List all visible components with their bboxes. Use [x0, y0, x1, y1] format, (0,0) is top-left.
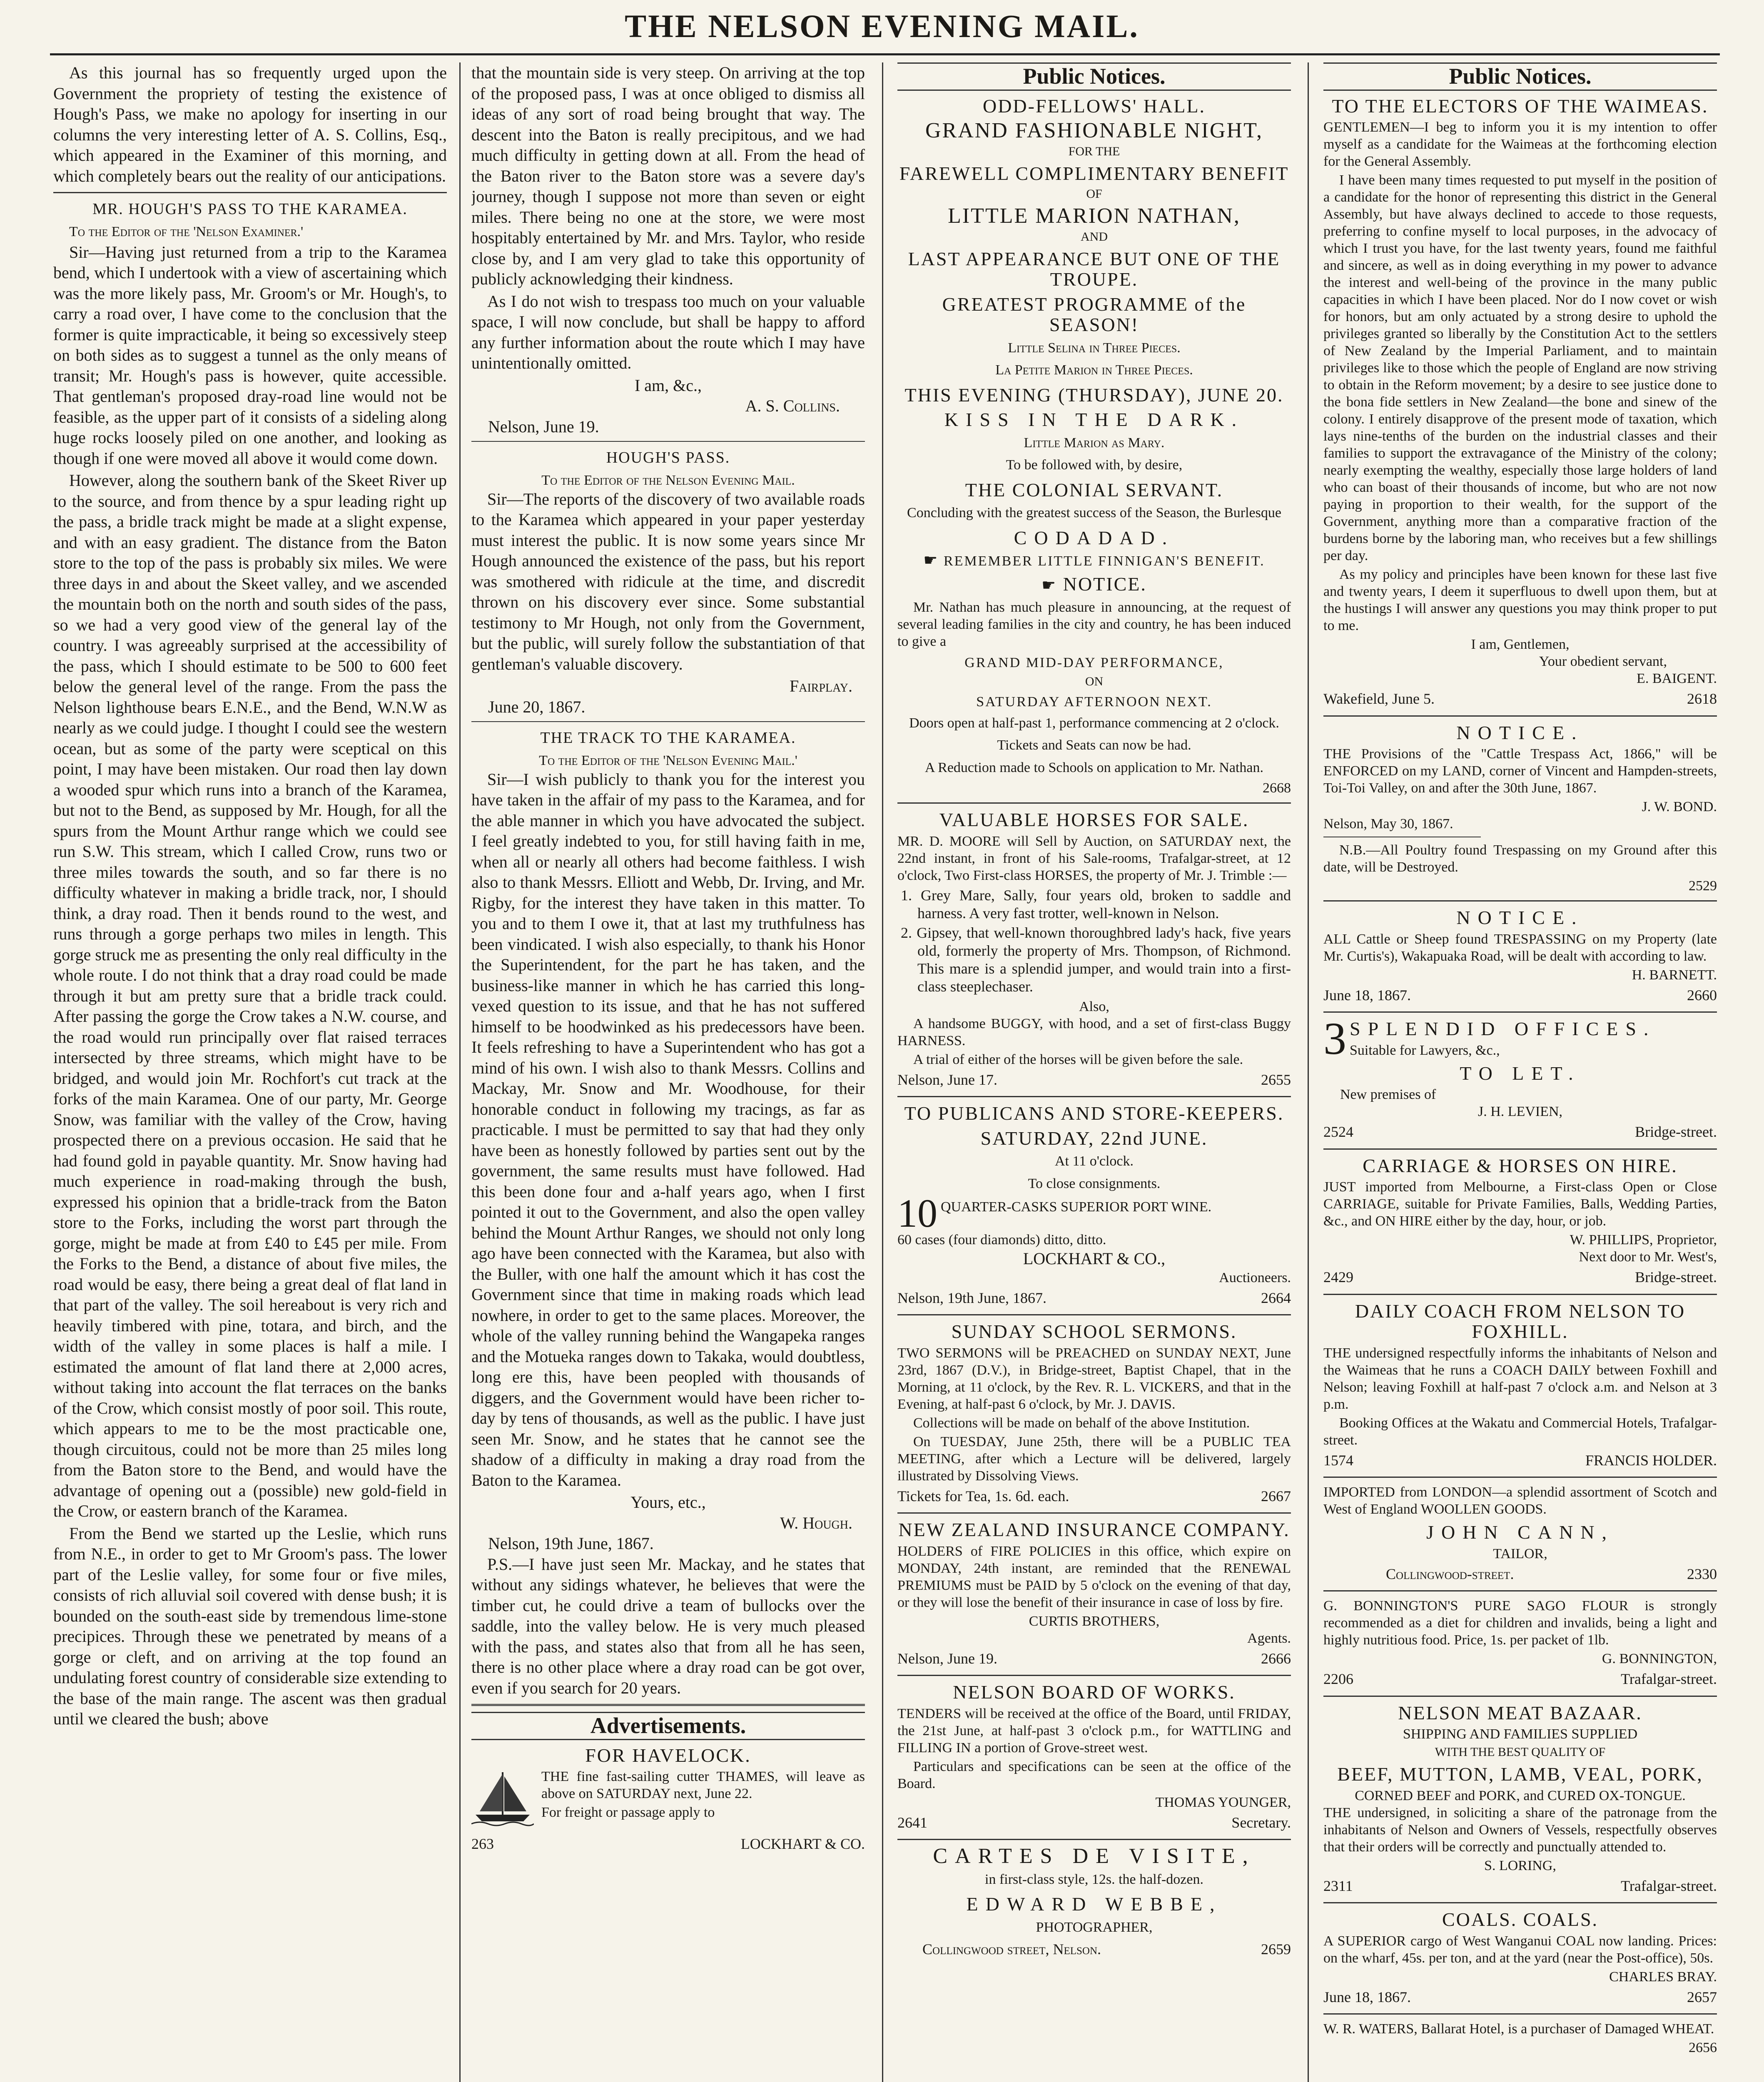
ad-title: NEW ZEALAND INSURANCE COMPANY. — [898, 1519, 1290, 1540]
divider — [897, 1675, 1291, 1676]
ad-name: G. BONNINGTON, — [1602, 1651, 1717, 1666]
ad-line: THIS EVENING (THURSDAY), JUNE 20. — [904, 384, 1284, 406]
ad-body: N.B.—All Poultry found Trespassing on my Ground after this date, will be Destroyed. — [1323, 842, 1717, 875]
list-item: 1. Grey Mare, Sally, four years old, broken to saddle and harness. A very fast trotter, well-known in Nelson. — [901, 887, 1291, 921]
ad-line: La Petite Marion in Three Pieces. — [995, 362, 1193, 378]
ad-body: IMPORTED from LONDON—a splendid assortment of Scotch and West of England WOOLLEN GOODS. — [1323, 1484, 1717, 1517]
divider — [897, 1096, 1291, 1097]
divider — [1323, 715, 1717, 717]
ad-body: G. BONNINGTON'S PURE SAGO FLOUR is strongly recommended as a diet for children and invalids, being a light and highly nutritious food. Price, 1s. per packet of 1lb. — [1323, 1598, 1717, 1648]
ad-date: June 18, 1867. — [1323, 1988, 1411, 2005]
advertisements-header: Advertisements. — [471, 1712, 865, 1740]
ad-body: ALL Cattle or Sheep found TRESPASSING on my Property (late Mr. Curtis's), Wakapuaka Road, will be dealt with according to law. — [1323, 931, 1717, 964]
ad-address: Trafalgar-street. — [1621, 1877, 1717, 1894]
ad-address: Bridge-street. — [1635, 1123, 1717, 1140]
place-date: Nelson, June 19. — [488, 417, 599, 436]
masthead-title: THE NELSON EVENING MAIL. — [625, 8, 1139, 44]
ad-line: AND — [1081, 229, 1108, 244]
ad-body: W. R. WATERS, Ballarat Hotel, is a purchaser of Damaged WHEAT. — [1323, 2021, 1714, 2037]
ad-line: FAREWELL COMPLIMENTARY BENEFIT — [899, 162, 1289, 184]
ad-body: Particulars and specifications can be seen at the office of the Board. — [897, 1758, 1291, 1791]
ad-line: Suitable for Lawyers, &c., — [1350, 1042, 1500, 1058]
ad-title: SUNDAY SCHOOL SERMONS. — [951, 1321, 1237, 1342]
ad-title: COALS. COALS. — [1442, 1909, 1599, 1930]
ad-date: Wakefield, June 5. — [1323, 690, 1435, 707]
signature: H. BARNETT. — [1632, 967, 1717, 983]
letter-title: THE TRACK TO THE KARAMEA. — [540, 729, 796, 747]
letter-paragraph: However, along the southern bank of the Skeet River up to the source, and from thence by a spur leading right up the pass, a bridle track might be made at a slight expense, and with an easy gradient. The distance from the Baton store to the top of the pass is probably six miles. We were three days in and about the Skeet valley, and we ascended the mountain both on the north and south sides of the pass, so we had a very good view of the general lay of the country. I was agreeably surprised at the accessibility of the pass, which I should estimate to be 500 to 600 feet below the general level of the range. From the pass the Nelson lighthouse bears E.N.E., and the Bend, W.N.W as nearly as we could judge. I thought I could see the western ocean, but as some of the party were sceptical on this point, I may have been mistaken. Our road then lay down a wooded spur which runs into a branch of the Karamea, but not to the Bend, as supposed by Mr. Hough, for all the spurs from the Mount Arthur range which we could see run S.W. This stream, which I called Crow, runs two or three miles towards the south, and so far there is no difficulty whatever in making a bridle track, nor, I should think, a dray road. Then it bends round to the west, and runs through a gorge perhaps two miles in length. This gorge struck me as presenting the only real difficulty in the whole route. I do not think that a dray road could be made through it but am pretty sure that a bridle track could. After passing the gorge the Crow takes a N.W. course, and the road would run principally over flat raised terraces intersected by three streams, which might have to be bridged, and would join Mr. Rochfort's cut track at the forks of the main Karamea. One of our party, Mr. George Snow, was familiar with the valley of the Crow, having prospected there on a previous occasion. He said that he had found gold in payable quantity. Mr. Snow having had much experience in road-making through the bush, expressed his opinion that a bridle-track from the Baton store to the Forks, including the worst part through the gorge, might be made at from £40 to £45 per mile. From the Forks to the Bend, a distance of about five miles, the road would be easy, there being a great deal of flat land in that part of the valley. The soil hereabout is very rich and heavily timbered with pine, totara, and birch, and the width of the valley in some places is half a mile. I estimated the amount of flat land there at 2,000 acres, without taking into account the flat terraces on the banks of the Crow, which consist mostly of poor soil. This route, which appears to me to be the most practicable one, though circuitous, could not be more than 25 miles long from the Baton store to the Bend, and would have the advantage of opening out a (possible) new gold-field in the Crow, or eastern branch of the Karamea. — [53, 471, 447, 1520]
signature: A. S. Collins. — [745, 396, 840, 415]
ad-title: NOTICE. — [1456, 907, 1584, 928]
ad-line: in first-class style, 12s. the half-dozen. — [985, 1871, 1203, 1887]
ad-number: 263 — [471, 1835, 494, 1852]
ad-number: 2667 — [1261, 1487, 1291, 1504]
ad-name: S. LORING, — [1484, 1858, 1556, 1873]
ad-name: W. PHILLIPS, Proprietor, — [1570, 1232, 1717, 1248]
divider — [1323, 1011, 1717, 1013]
salutation: Your obedient servant, — [1539, 654, 1667, 669]
ship-icon — [471, 1768, 534, 1831]
divider — [471, 1704, 865, 1706]
ad-headline: GRAND FASHIONABLE NIGHT, — [925, 119, 1263, 142]
ad-body: On TUESDAY, June 25th, there will be a PUBLIC TEA MEETING, after which a Lecture will be delivered, largely illustrated by Dissolving Views. — [897, 1434, 1291, 1484]
ad-line: OF — [1086, 187, 1102, 201]
ad-number: 2660 — [1687, 986, 1717, 1004]
ad-name: JOHN CANN, — [1426, 1522, 1614, 1543]
signature: W. Hough. — [780, 1513, 852, 1532]
ad-line: CODADAD. — [1014, 527, 1175, 548]
ad-line: FOR THE — [1068, 144, 1120, 158]
ad-date: June 18, 1867. — [1323, 986, 1411, 1004]
divider — [471, 441, 865, 442]
ad-line: SATURDAY, 22nd JUNE. — [980, 1127, 1208, 1149]
ad-line: THE COLONIAL SERVANT. — [965, 479, 1223, 501]
letter-title: MR. HOUGH'S PASS TO THE KARAMEA. — [92, 200, 408, 218]
signature: E. BAIGENT. — [1637, 671, 1717, 686]
ad-title: SPLENDID OFFICES. — [1350, 1018, 1656, 1039]
drop-number: 3 — [1323, 1013, 1346, 1064]
ad-date: Nelson, May 30, 1867. — [1323, 816, 1453, 832]
ad-role: Agents. — [1247, 1630, 1291, 1646]
ad-agent: LOCKHART & CO. — [740, 1835, 865, 1852]
divider — [1323, 1148, 1717, 1150]
public-notices-header: Public Notices. — [897, 62, 1291, 91]
ad-body: JUST imported from Melbourne, a First-class Open or Close CARRIAGE, suitable for Private Families, Balls, Wedding Parties, &c., and ON HIRE either by the day, hour, or job. — [1323, 1179, 1717, 1229]
ad-line: Tickets for Tea, 1s. 6d. each. — [897, 1487, 1069, 1504]
salutation: I am, Gentlemen, — [1471, 637, 1570, 652]
divider — [897, 1512, 1291, 1514]
ad-line: Little Selina in Three Pieces. — [1008, 340, 1181, 356]
ad-line: GRAND MID-DAY PERFORMANCE, — [964, 655, 1224, 670]
column-rule — [882, 62, 883, 2082]
ad-line: At 11 o'clock. — [1055, 1153, 1134, 1169]
ad-number: 2330 — [1687, 1565, 1717, 1582]
ad-body: TENDERS will be received at the office of the Board, until FRIDAY, the 21st June, at half-past 3 o'clock p.m., for WATTLING and FILLING IN a portion of Grove-street west. — [897, 1706, 1291, 1756]
postscript: P.S.—I have just seen Mr. Mackay, and he states that without any sidings whatever, he believes that were the timber cut, he could drive a team of bullocks over the saddle, into the valley below. He is very much pleased with the pass, and states also that from all he has seen, there is no other place where a dray road can be got over, even if you search for 20 years. — [471, 1554, 865, 1697]
divider — [897, 802, 1291, 804]
ad-line: CORNED BEEF and PORK, and CURED OX-TONGUE. — [1355, 1788, 1686, 1803]
letter-paragraph: From the Bend we started up the Leslie, which runs from N.E., in order to get to Mr Groom's pass. The lower part of the Leslie valley, for some four or five miles, consists of rich alluvial soil covered with dense bush; it is bounded on the south-east side by tremendous lime-stone precipices. Through these we penetrated by means of a gorge or cleft, and on arriving at the top found an undulating forest country of considerable size extending to the base of the main range. The ascent was then gradual until we cleared the bush; above — [53, 1524, 447, 1728]
ad-number: 2664 — [1261, 1289, 1291, 1306]
ad-line: SATURDAY AFTERNOON NEXT. — [976, 694, 1212, 710]
column-4 — [1323, 62, 1717, 2082]
ad-line: Concluding with the greatest success of the Season, the Burlesque — [907, 505, 1281, 520]
ad-number: 2524 — [1323, 1123, 1353, 1140]
ad-line: SHIPPING AND FAMILIES SUPPLIED — [1403, 1726, 1638, 1742]
ad-title: FOR HAVELOCK. — [585, 1744, 751, 1766]
ad-number: 2656 — [1689, 2040, 1717, 2055]
column-2 — [471, 62, 865, 2082]
ad-number: 2429 — [1323, 1269, 1353, 1285]
letter-paragraph: Sir—The reports of the discovery of two available roads to the Karamea which appeared in your paper yesterday must interest the public. It is now some years since Mr Hough announced the existence of the pass, but his report was smothered with ridicule at the time, and discredit thrown on his discovery ever since. Some substantial testimony to Mr Hough, not only from the Government, but the public, will surely follow the substantiation of that gentleman's valuable discovery. — [471, 489, 865, 673]
ad-date: Nelson, June 19. — [897, 1650, 997, 1667]
ad-address: Collingwood-street. — [1386, 1565, 1514, 1582]
ad-line: TO LET. — [1460, 1062, 1581, 1084]
ad-body: Booking Offices at the Wakatu and Commercial Hotels, Trafalgar-street. — [1323, 1415, 1717, 1448]
ad-body: Collections will be made on behalf of the above Institution. — [913, 1415, 1250, 1431]
masthead-rule — [50, 53, 1720, 55]
ad-line: 60 cases (four diamonds) ditto, ditto. — [897, 1232, 1106, 1248]
ad-body: MR. D. MOORE will Sell by Auction, on SATURDAY next, the 22nd instant, in front of his Sale-rooms, Trafalgar-street, at 12 o'clock, Two First-class HORSES, the property of Mr. J. Trimble :— — [897, 833, 1291, 883]
ad-body: THE fine fast-sailing cutter THAMES, will leave as above on SATURDAY next, June 22. — [541, 1769, 865, 1801]
ad-body: TWO SERMONS will be PREACHED on SUNDAY NEXT, June 23rd, 1867 (D.V.), in Bridge-street, Baptist Chapel, that in the Morning, at 11 o'clock, by the Rev. R. L. VICKERS, and that in the Evening, at half-past 6 o'clock, by Mr. J. DAVIS. — [897, 1345, 1291, 1412]
divider — [1323, 1590, 1717, 1591]
divider — [1323, 1477, 1717, 1478]
ad-body: Mr. Nathan has much pleasure in announcing, at the request of several leading families in the city and country, he has been induced to give a — [897, 599, 1291, 649]
ad-number: 2657 — [1687, 1988, 1717, 2005]
ad-freight: For freight or passage apply to — [541, 1805, 715, 1820]
column-3 — [897, 62, 1291, 2082]
ad-body: THE Provisions of the "Cattle Trespass Act, 1866," will be ENFORCED on my LAND, corner of Vincent and Hampden-streets, Toi-Toi Valley, on and after the 30th June, 1867. — [1323, 746, 1717, 796]
ad-number: 2655 — [1261, 1071, 1291, 1088]
ad-name: J. H. LEVIEN, — [1477, 1104, 1563, 1119]
ad-body: I have been many times requested to put myself in the position of a candidate for the honor of representing this district in the General Assembly, but have always declined to accede to those requests, preferring to confine myself to local purposes, in the advocacy of which I trust you have, for the last twenty years, found me faithful and sincere, as well as in doing everything in my power to advance the interest and well-being of the province in the many public capacities in which I have been placed. Nor do I now covet or wish for honors, but am only actuated by a strong desire to uphold the privileges granted so liberally by the Constitution Act to the settlers of New Zealand by the Imperial Parliament, and to maintain privileges like to those which the people of England are now striving to obtain in the Reform movement; by a desire to see justice done to the bona fide settlers in New Zealand—the bone and sinew of the colony. I entirely disapprove of the present mode of taxation, which lays nine-tenths of the burden on the industrial classes and their families to support the extravagance of the Ministry of the colony; nearly exempting the wealthy, especially those large holders of land who can boast of their thousands of income, but who are not now paying in proportion to their wealth, for the support of the Government, anything more than a comparative fraction of the burdens borne by the laboring man, who receives but a few shillings per day. — [1323, 172, 1717, 563]
ad-line: New premises of — [1340, 1087, 1436, 1102]
ad-role: Auctioneers. — [1219, 1270, 1291, 1285]
letter-title: HOUGH'S PASS. — [606, 449, 730, 466]
ad-line: ON — [1085, 674, 1104, 688]
ad-number: 2311 — [1323, 1877, 1353, 1894]
ad-title: CARTES DE VISITE, — [933, 1844, 1256, 1868]
ad-title: CARRIAGE & HORSES ON HIRE. — [1363, 1155, 1678, 1176]
ad-firm: LOCKHART & CO., — [1023, 1249, 1166, 1268]
ad-title: NELSON MEAT BAZAAR. — [1398, 1702, 1642, 1723]
divider — [471, 721, 865, 722]
divider — [1323, 1902, 1717, 1903]
ad-title: DAILY COACH FROM NELSON TO FOXHILL. — [1355, 1300, 1686, 1342]
ad-line: WITH THE BEST QUALITY OF — [1435, 1745, 1606, 1759]
ad-title: NELSON BOARD OF WORKS. — [953, 1681, 1236, 1703]
column-rule — [459, 62, 461, 2082]
ad-role: TAILOR, — [1493, 1546, 1547, 1562]
divider — [1323, 900, 1717, 902]
date: June 20, 1867. — [488, 697, 586, 716]
ad-role: Secretary. — [1231, 1814, 1291, 1831]
ad-line: To be followed with, by desire, — [1006, 457, 1183, 473]
ad-line: Little Marion as Mary. — [1024, 435, 1165, 451]
list-item: 2. Gipsey, that well-known thoroughbred lady's hack, five years old, formerly the property of Mrs. Thompson, of Richmond. This mare is a splendid jumper, and would train into a first-class steeplechaser. — [901, 924, 1291, 995]
ad-address: Collingwood street, Nelson. — [922, 1941, 1101, 1957]
letter-paragraph: Sir—Having just returned from a trip to the Karamea bend, which I undertook with a view of ascertaining which was the more likely pass, Mr. Groom's or Mr. Hough's, to carry a road over, I have come to the conclusion that the former is quite impracticable, it being so excessively steep on both sides as to suggest a tunnel as the only means of transit; Mr. Hough's pass is however, quite accessible. That gentleman's proposed dray-road line would not be feasible, as the upper part of it consists of a sideling along huge rocks loosely piled on one another, and looking as though if one were moved all above it would come down. — [53, 242, 447, 468]
ad-line: BEEF, MUTTON, LAMB, VEAL, PORK, — [1337, 1763, 1703, 1785]
ad-line: LAST APPEARANCE BUT ONE OF THE TROUPE. — [908, 248, 1281, 290]
ad-address: Next door to Mr. West's, — [1579, 1249, 1717, 1265]
signature: J. W. BOND. — [1642, 799, 1717, 814]
ad-number: 2641 — [897, 1814, 927, 1831]
ad-title: NOTICE. — [1456, 722, 1584, 743]
divider — [53, 192, 447, 193]
ad-address: Bridge-street. — [1635, 1269, 1717, 1285]
divider — [1323, 1294, 1717, 1295]
ad-line: Tickets and Seats can now be had. — [997, 737, 1191, 753]
ad-body: A trial of either of the horses will be given before the sale. — [913, 1051, 1243, 1067]
ad-line: To close consignments. — [1028, 1175, 1161, 1191]
ad-name: FRANCIS HOLDER. — [1585, 1452, 1717, 1469]
ad-number: 2618 — [1687, 690, 1717, 707]
ad-role: PHOTOGRAPHER, — [1036, 1919, 1153, 1935]
to-editor: To the Editor of the Nelson Evening Mail. — [541, 472, 795, 488]
ad-body: THE undersigned, in soliciting a share of the patronage from the inhabitants of Nelson and Owners of Vessels, respectfully observes that their orders will be correctly and punctually attended to. — [1323, 1805, 1717, 1855]
ad-number: 2659 — [1261, 1941, 1291, 1957]
ad-line: Doors open at half-past 1, performance commencing at 2 o'clock. — [909, 715, 1279, 731]
letter-continuation: that the mountain side is very steep. On arriving at the top of the proposed pass, I was at once obliged to dismiss all ideas of any sort of road being brought that way. The descent into the Baton is really precipitous, and we had much difficulty in getting down at all. From the head of the Baton river to the Baton store was a severe day's journey, though I suppose not more than seven or eight miles. There being no one at the store, we were most hospitably entertained by Mr. and Mrs. Taylor, who reside close by, and I am very glad to take this opportunity of publicly acknowledging their kindness. — [471, 63, 865, 288]
ad-name: CHARLES BRAY. — [1609, 1969, 1717, 1985]
intro-paragraph: As this journal has so frequently urged upon the Government the propriety of testing the existence of Hough's Pass, we make no apology for inserting in our columns the very interesting letter of A. S. Collins, Esq., which appeared in the Examiner of this morning, and which completely bears out the reality of our anticipations. — [53, 63, 447, 185]
letter-closing: As I do not wish to trespass too much on your valuable space, I will now conclude, but shall be happy to afford any further information about the route which I may have unintentionally omitted. — [471, 291, 865, 372]
public-notices-header: Public Notices. — [1323, 62, 1717, 91]
ad-line: Also, — [1079, 999, 1109, 1014]
ad-address: Trafalgar-street. — [1621, 1671, 1717, 1687]
ad-date: Nelson, 19th June, 1867. — [897, 1289, 1046, 1306]
ad-title: TO PUBLICANS AND STORE-KEEPERS. — [904, 1103, 1284, 1124]
ad-number: 2206 — [1323, 1671, 1353, 1687]
pointing-hand-icon: ☛ — [923, 552, 939, 569]
divider — [1323, 2013, 1717, 2015]
ad-name: EDWARD WEBBE, — [966, 1893, 1222, 1915]
place-date: Nelson, 19th June, 1867. — [488, 1534, 654, 1553]
ad-line: LITTLE MARION NATHAN, — [948, 204, 1241, 228]
salutation: Yours, etc., — [630, 1493, 706, 1512]
venue: ODD-FELLOWS' HALL. — [982, 95, 1206, 117]
letter-paragraph: Sir—I wish publicly to thank you for the interest you have taken in the affair of my pass to the Karamea, and for the able manner in which you have advocated the subject. I feel greatly indebted to you, for still having faith in me, when all or nearly all others had become faithless. I wish also to thank Messrs. Elliott and Webb, Dr. Irving, and Mr. Rigby, for the interest they have taken in this matter. To you and to them I owe it, that at last my truthfulness has been vindicated. I wish also especially, to thank his Honor the Superintendent, for the part he has taken, and the business-like manner in which he has carried this long-vexed question to its issue, and that he has not suffered himself to be hoodwinked as his predecessors have been. It feels refreshing to have a Superintendent who has got a mind of his own. I wish also to thank Messrs. Collins and Mackay, Mr. Snow and Mr. Woodhouse, for their honorable conduct in following my tracings, as far as practicable. I must be permitted to say that had they only have been as honestly followed by parties sent out by the government, the same results must have followed. Had this been done four and a-half years ago, when I first pointed it out to the Government, and also the open valley behind the Mount Arthur Ranges, we should not only long ago have been connected with the Karamea, but also with the Buller, with one half the amount which it has cost the Government since that time in making roads which lead nowhere, in order to get to the same places. Moreover, the whole of the valley running behind the Wangapeka ranges and the Motueka ranges down to Takaka, would doubtless, long ere this, have been peopled with thousands of diggers, and the Government would have been richer to-day by tens of thousands, as well as the public. I have just seen Mr. Snow, and he states that he cannot see the shadow of a difficulty in making a dray road from the Baton to the Karamea. — [471, 770, 865, 1489]
ad-body: THE undersigned respectfully informs the inhabitants of Nelson and the Waimeas that he runs a COACH DAILY between Foxhill and Nelson; leaving Foxhill at half-past 7 o'clock a.m. and Nelson at 3 p.m. — [1323, 1345, 1717, 1412]
ad-line: A Reduction made to Schools on application to Mr. Nathan. — [924, 760, 1264, 775]
ad-date: Nelson, June 17. — [897, 1071, 997, 1088]
drop-number: 10 — [897, 1191, 937, 1235]
ad-title: VALUABLE HORSES FOR SALE. — [939, 809, 1249, 830]
ad-line: REMEMBER LITTLE FINNIGAN'S BENEFIT. — [944, 553, 1265, 569]
salutation: I am, &c., — [634, 376, 702, 395]
ad-number: 2666 — [1261, 1650, 1291, 1667]
column-1 — [53, 62, 447, 2082]
to-editor: To the Editor of the 'Nelson Evening Mail.' — [539, 752, 797, 768]
ad-number: 1574 — [1323, 1452, 1353, 1469]
divider — [897, 1839, 1291, 1840]
ad-number: 2668 — [1263, 780, 1291, 796]
divider — [897, 1314, 1291, 1315]
ad-number: 2529 — [1689, 878, 1717, 894]
ad-firm: CURTIS BROTHERS, — [1029, 1613, 1160, 1629]
ad-body: HOLDERS of FIRE POLICIES in this office, which expire on MONDAY, 24th instant, are reminded that the RENEWAL PREMIUMS must be PAID by 5 o'clock on the evening of that day, or they will lose the benefit of their insurance in case of loss by fire. — [897, 1543, 1291, 1610]
ad-body: A SUPERIOR cargo of West Wanganui COAL now landing. Prices: on the wharf, 45s. per ton, and at the yard (near the Post-office), 50s. — [1323, 1933, 1717, 1966]
ad-body: As my policy and principles have been known for these last five and twenty years, I deem it superfluous to dwell upon them, but at the hustings I will answer any questions you may think proper to put to me. — [1323, 567, 1717, 633]
ad-line: KISS IN THE DARK. — [944, 409, 1244, 430]
column-rule — [1308, 62, 1309, 2082]
to-editor: To the Editor of the 'Nelson Examiner.' — [69, 224, 304, 239]
signature: Fairplay. — [789, 677, 852, 695]
ad-line: GREATEST PROGRAMME of the SEASON! — [942, 293, 1246, 335]
ad-title: TO THE ELECTORS OF THE WAIMEAS. — [1332, 95, 1709, 117]
ad-body: GENTLEMEN—I beg to inform you it is my intention to offer myself as a candidate for the Waimeas at the forthcoming election for the General Assembly. — [1323, 120, 1717, 169]
ad-line: NOTICE. — [1063, 573, 1147, 595]
ad-line: QUARTER-CASKS SUPERIOR PORT WINE. — [941, 1199, 1212, 1215]
ad-name: THOMAS YOUNGER, — [1155, 1794, 1291, 1810]
ad-body: A handsome BUGGY, with hood, and a set of first-class Buggy HARNESS. — [897, 1016, 1291, 1048]
divider — [1323, 1696, 1717, 1697]
pointing-hand-icon: ☛ — [1041, 577, 1057, 594]
